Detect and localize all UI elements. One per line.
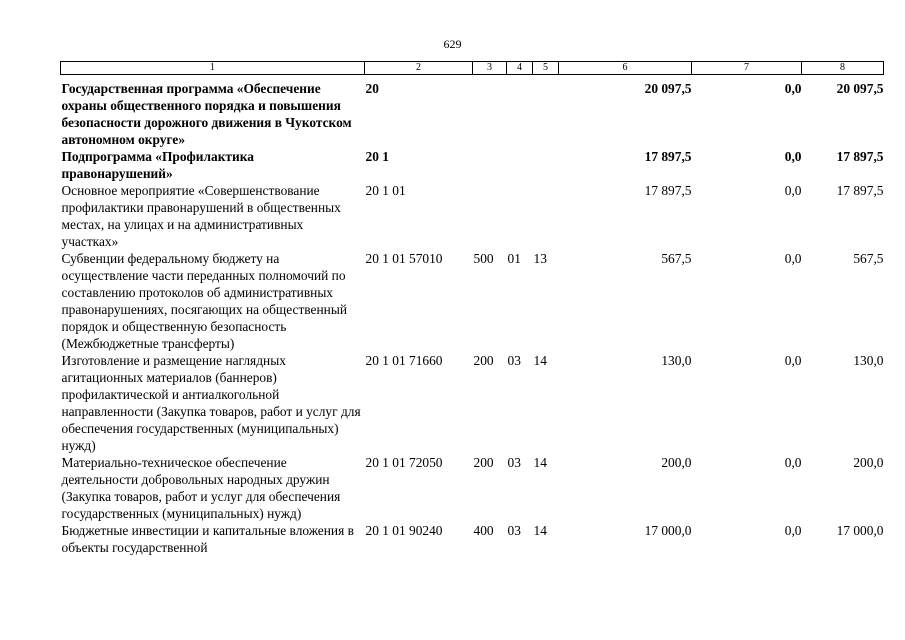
column-header: 4 [507, 62, 533, 75]
row-rz-cell: 03 [507, 455, 521, 470]
row-vr-cell: 200 [473, 353, 494, 368]
column-number-row [61, 62, 884, 75]
row-pr-cell: 13 [533, 251, 547, 266]
column-header: 6 [559, 62, 692, 75]
row-pr-cell [533, 75, 559, 149]
column-header: 2 [365, 62, 473, 75]
row-code-cell: 20 1 01 71660 [365, 353, 443, 368]
row-amount-cell: 0,0 [784, 353, 802, 368]
row-rz-cell [507, 182, 533, 250]
row-amount-cell: 0,0 [784, 183, 802, 198]
row-name-cell: Государственная программа «Обеспечение охраны общественного порядка и повышения безопасности дорожного движения в Чукотском автономном округе» [61, 81, 352, 147]
row-code-cell: 20 1 01 [365, 183, 406, 198]
row-rz-cell [507, 148, 533, 182]
row-amount-cell: 0,0 [784, 251, 802, 266]
row-vr-cell [473, 75, 507, 149]
row-code-cell: 20 1 [365, 149, 389, 164]
row-amount-cell: 20 097,5 [836, 81, 884, 96]
row-rz-cell: 01 [507, 251, 521, 266]
row-amount-cell: 17 897,5 [644, 183, 692, 198]
row-name-cell: Субвенции федеральному бюджету на осуществление части переданных полномочий по составлению протоколов об административных правонарушениях, посягающих на общественный порядок и общественную безопасность (Межбюджетные трансферты) [61, 251, 347, 351]
row-code-cell: 20 1 01 57010 [365, 251, 443, 266]
row-amount-cell: 567,5 [661, 251, 692, 266]
row-amount-cell: 0,0 [784, 81, 802, 96]
row-name-cell: Бюджетные инвестиции и капитальные вложения в объекты государственной [61, 523, 354, 555]
row-amount-cell: 17 897,5 [644, 149, 692, 164]
row-amount-cell: 130,0 [661, 353, 692, 368]
row-vr-cell [473, 182, 507, 250]
row-rz-cell [507, 75, 533, 149]
row-amount-cell: 20 097,5 [644, 81, 692, 96]
table-row [61, 352, 884, 454]
page-number: 629 [443, 37, 462, 51]
row-amount-cell: 0,0 [784, 455, 802, 470]
table-row [61, 250, 884, 352]
row-amount-cell: 17 897,5 [836, 183, 884, 198]
row-name-cell: Материально-техническое обеспечение деятельности добровольных народных дружин (Закупка товаров, работ и услуг для обеспечения государственных (муниципальных) нужд) [61, 455, 341, 521]
row-amount-cell: 0,0 [784, 523, 802, 538]
row-name-cell: Изготовление и размещение наглядных агитационных материалов (баннеров) профилактической и антиалкогольной направленности (Закупка товаров, работ и услуг для обеспечения государственных (муниципальных) нужд) [61, 353, 361, 453]
row-vr-cell [473, 148, 507, 182]
row-vr-cell: 200 [473, 455, 494, 470]
column-header: 5 [533, 62, 559, 75]
row-pr-cell [533, 148, 559, 182]
row-name-cell: Подпрограмма «Профилактика правонарушений» [61, 149, 254, 181]
table-row [61, 522, 884, 556]
row-amount-cell: 200,0 [853, 455, 884, 470]
row-pr-cell: 14 [533, 353, 547, 368]
table-row [61, 454, 884, 522]
column-header: 3 [473, 62, 507, 75]
table-row [61, 148, 884, 182]
table-row [61, 182, 884, 250]
column-header: 1 [61, 62, 365, 75]
budget-table [60, 61, 884, 556]
row-amount-cell: 200,0 [661, 455, 692, 470]
row-pr-cell [533, 182, 559, 250]
row-rz-cell: 03 [507, 353, 521, 368]
row-code-cell: 20 1 01 90240 [365, 523, 443, 538]
table-row [61, 75, 884, 149]
row-amount-cell: 17 000,0 [836, 523, 884, 538]
row-code-cell: 20 1 01 72050 [365, 455, 443, 470]
row-vr-cell: 500 [473, 251, 494, 266]
row-amount-cell: 17 897,5 [836, 149, 884, 164]
column-header: 8 [802, 62, 884, 75]
column-header: 7 [692, 62, 802, 75]
row-amount-cell: 567,5 [853, 251, 884, 266]
row-name-cell: Основное мероприятие «Совершенствование профилактики правонарушений в общественных местах, на улицах и на административных участках» [61, 183, 341, 249]
row-code-cell: 20 [365, 81, 379, 96]
row-pr-cell: 14 [533, 523, 547, 538]
row-amount-cell: 130,0 [853, 353, 884, 368]
row-amount-cell: 17 000,0 [644, 523, 692, 538]
row-vr-cell: 400 [473, 523, 494, 538]
row-pr-cell: 14 [533, 455, 547, 470]
row-amount-cell: 0,0 [784, 149, 802, 164]
row-rz-cell: 03 [507, 523, 521, 538]
